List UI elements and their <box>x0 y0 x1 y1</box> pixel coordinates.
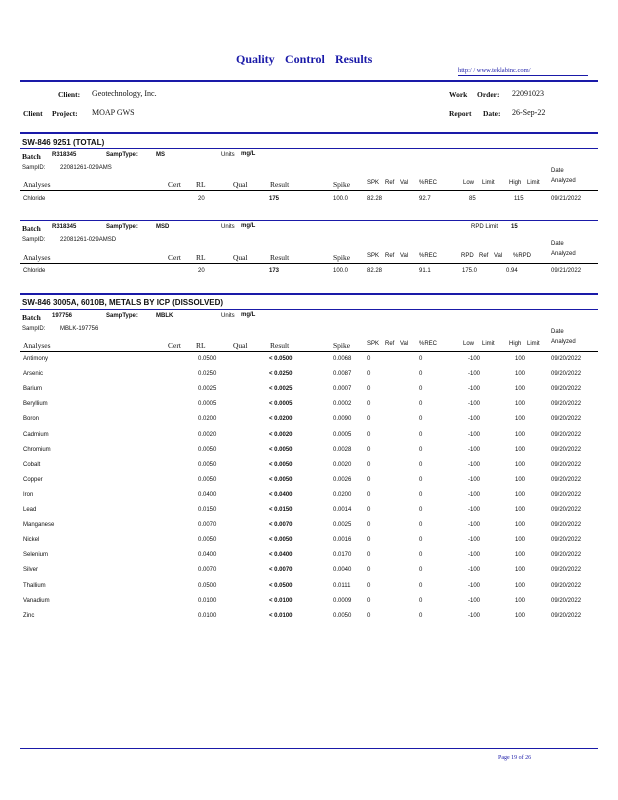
col-spk: SPK <box>367 253 380 259</box>
high-limit-value: 100 <box>515 446 526 453</box>
result-value: < 0.0100 <box>269 597 293 604</box>
spk-ref-value: 0 <box>367 401 371 408</box>
analyte-name: Vanadium <box>23 597 50 604</box>
spk-ref-value: 0 <box>367 491 371 498</box>
col-result: Result <box>270 180 290 189</box>
rec-value: 0 <box>419 356 423 362</box>
result-value: < 0.0500 <box>269 356 293 362</box>
samp-type-value: MBLK <box>156 313 174 319</box>
client-label: Client: <box>58 90 81 99</box>
low-limit-value: -100 <box>468 446 481 453</box>
rl-value: 0.0400 <box>198 552 217 559</box>
spk-ref-value: 0 <box>367 446 371 453</box>
spike-value: 0.0009 <box>333 597 352 604</box>
section1-top-rule <box>20 132 598 134</box>
col-rpd-val: Val <box>494 253 503 259</box>
analyte-name: Cadmium <box>23 431 49 438</box>
rec-value: 0 <box>419 416 423 423</box>
batch-label: Batch <box>22 313 41 322</box>
spk-ref-value: 0 <box>367 537 371 544</box>
rpd-limit-value: 15 <box>511 224 518 230</box>
rl-value: 0.0020 <box>198 431 217 438</box>
result-value: 175 <box>269 196 280 202</box>
result-value: < 0.0400 <box>269 491 293 498</box>
date-analyzed-value: 09/20/2022 <box>551 582 582 589</box>
title-control: Control <box>285 52 325 66</box>
spk-ref-value: 0 <box>367 431 371 438</box>
date-analyzed-value: 09/21/2022 <box>551 268 582 274</box>
rec-value: 0 <box>419 552 423 559</box>
high-limit-value: 100 <box>515 597 526 604</box>
batch-label: Batch <box>22 224 41 233</box>
spike-value: 100.0 <box>333 196 349 202</box>
spike-value: 0.0026 <box>333 476 352 483</box>
spike-value: 0.0016 <box>333 537 352 544</box>
title-quality: Quality <box>236 52 275 66</box>
date-analyzed-value: 09/20/2022 <box>551 612 582 619</box>
col-cert: Cert <box>168 180 181 189</box>
units-value: mg/L <box>241 312 256 318</box>
rec-value: 0 <box>419 612 423 619</box>
analyte-name: Chloride <box>23 268 46 274</box>
header-top-rule <box>20 80 598 82</box>
date-analyzed-value: 09/21/2022 <box>551 196 582 202</box>
spike-value: 0.0170 <box>333 552 352 559</box>
rl-value: 0.0025 <box>198 386 217 393</box>
date-analyzed-value: 09/20/2022 <box>551 401 582 408</box>
high-limit-value: 100 <box>515 491 526 498</box>
title-results: Results <box>335 52 373 66</box>
batch-value: R318345 <box>52 152 77 158</box>
column-rule <box>20 190 598 191</box>
analyte-name: Zinc <box>23 612 35 619</box>
date-analyzed-value: 09/20/2022 <box>551 476 582 483</box>
low-limit-value: -100 <box>468 356 481 362</box>
low-limit-value: -100 <box>468 416 481 423</box>
date-analyzed-value: 09/20/2022 <box>551 537 582 544</box>
high-limit-value: 100 <box>515 537 526 544</box>
low-limit-value: -100 <box>468 552 481 559</box>
samp-type-value: MS <box>156 152 165 158</box>
section2-top-rule <box>20 293 598 295</box>
result-value: < 0.0020 <box>269 431 293 438</box>
section1-title-rule <box>20 148 598 149</box>
col-rec: %REC <box>419 341 438 347</box>
col-date: Date <box>551 241 564 247</box>
rl-value: 20 <box>198 268 205 274</box>
analyte-name: Selenium <box>23 552 49 559</box>
spike-value: 0.0087 <box>333 371 352 378</box>
high-limit-value: 100 <box>515 612 526 619</box>
result-value: 173 <box>269 268 280 274</box>
spike-value: 100.0 <box>333 268 349 274</box>
project-value: MOAP GWS <box>92 108 135 117</box>
low-limit-value: -100 <box>468 567 481 574</box>
rec-value: 0 <box>419 567 423 574</box>
spk-ref-value: 0 <box>367 597 371 604</box>
high-limit-value: 100 <box>515 431 526 438</box>
date-analyzed-value: 09/20/2022 <box>551 461 582 468</box>
batch-value: 197756 <box>52 313 73 319</box>
col-date: Date <box>551 329 564 335</box>
rl-value: 0.0400 <box>198 491 217 498</box>
rl-value: 0.0250 <box>198 371 217 378</box>
low-limit-value: -100 <box>468 401 481 408</box>
col-result: Result <box>270 253 290 262</box>
date-analyzed-value: 09/20/2022 <box>551 522 582 529</box>
samp-type-label: SampType: <box>106 313 138 319</box>
col-rec: %REC <box>419 180 438 186</box>
col-analyses: Analyses <box>23 341 51 350</box>
result-value: < 0.0050 <box>269 461 293 468</box>
spike-value: 0.0040 <box>333 567 352 574</box>
result-value: < 0.0050 <box>269 537 293 544</box>
samp-type-value: MSD <box>156 224 170 230</box>
spike-value: 0.0007 <box>333 386 352 393</box>
rl-value: 0.0070 <box>198 567 217 574</box>
high-limit-value: 100 <box>515 476 526 483</box>
date-analyzed-value: 09/20/2022 <box>551 567 582 574</box>
units-label: Units <box>221 224 235 230</box>
rec-value: 91.1 <box>419 268 431 274</box>
col-analyzed: Analyzed <box>551 251 576 257</box>
batch-label: Batch <box>22 152 41 161</box>
spike-value: 0.0002 <box>333 401 352 408</box>
section2-title-rule <box>20 309 598 310</box>
col-rpd: RPD <box>461 253 474 259</box>
result-value: < 0.0200 <box>269 416 293 423</box>
high-limit-value: 115 <box>514 196 524 202</box>
rl-value: 0.0100 <box>198 612 217 619</box>
result-value: < 0.0500 <box>269 582 293 589</box>
result-value: < 0.0050 <box>269 446 293 453</box>
col-rec: %REC <box>419 253 438 259</box>
low-limit-value: -100 <box>468 491 481 498</box>
col-ref: Ref <box>385 253 395 259</box>
col-ref: Ref <box>385 180 395 186</box>
rec-value: 0 <box>419 446 423 453</box>
date-analyzed-value: 09/20/2022 <box>551 552 582 559</box>
low-limit-value: 85 <box>469 196 476 202</box>
samp-id-value: 22081261-029AMS <box>60 165 112 171</box>
rpd-pct-value: 0.94 <box>506 268 518 274</box>
samp-type-label: SampType: <box>106 224 138 230</box>
col-cert: Cert <box>168 253 181 262</box>
low-limit-value: -100 <box>468 476 481 483</box>
col-low-limit: Limit <box>482 180 495 186</box>
client-value: Geotechnology, Inc. <box>92 89 157 98</box>
col-rl: RL <box>196 341 206 350</box>
date-analyzed-value: 09/20/2022 <box>551 356 582 362</box>
low-limit-value: -100 <box>468 612 481 619</box>
low-limit-value: -100 <box>468 537 481 544</box>
analyte-name: Silver <box>23 567 39 574</box>
result-value: < 0.0250 <box>269 371 293 378</box>
samp-id-value: 22081261-029AMSD <box>60 237 117 243</box>
report-date-label-b: Date: <box>483 109 501 118</box>
date-analyzed-value: 09/20/2022 <box>551 386 582 393</box>
spk-ref-value: 0 <box>367 507 371 513</box>
spk-ref-value: 0 <box>367 582 371 589</box>
high-limit-value: 100 <box>515 416 526 423</box>
spike-value: 0.0111 <box>333 582 351 589</box>
rec-value: 0 <box>419 597 423 604</box>
rl-value: 0.0050 <box>198 446 217 453</box>
samp-id-value: MBLK-197756 <box>60 326 99 332</box>
analyte-name: Chloride <box>23 196 46 202</box>
rec-value: 0 <box>419 491 423 498</box>
col-rpd-pct: %RPD <box>513 253 532 259</box>
rec-value: 0 <box>419 401 423 408</box>
col-spike: Spike <box>333 253 351 262</box>
high-limit-value: 100 <box>515 507 526 513</box>
column-rule <box>20 263 598 264</box>
high-limit-value: 100 <box>515 582 526 589</box>
rl-value: 0.0050 <box>198 476 217 483</box>
lab-url-link[interactable]: http:/ / www.teklabinc.com/ <box>458 67 531 74</box>
analyte-name: Boron <box>23 416 40 423</box>
spike-value: 0.0068 <box>333 356 352 362</box>
report-date-value: 26-Sep-22 <box>512 108 546 117</box>
col-spike: Spike <box>333 341 351 350</box>
date-analyzed-value: 09/20/2022 <box>551 416 582 423</box>
col-high: High <box>509 180 522 186</box>
analyte-name: Cobalt <box>23 461 41 468</box>
rl-value: 0.0070 <box>198 522 217 529</box>
col-high-limit: Limit <box>527 180 540 186</box>
spike-value: 0.0025 <box>333 522 352 529</box>
samp-id-label: SampID: <box>22 237 46 243</box>
column-rule <box>20 351 598 352</box>
samp-id-label: SampID: <box>22 165 46 171</box>
low-limit-value: -100 <box>468 386 481 393</box>
high-limit-value: 100 <box>515 371 526 378</box>
col-analyses: Analyses <box>23 253 51 262</box>
spk-ref-value: 82.28 <box>367 268 383 274</box>
spike-value: 0.0050 <box>333 612 352 619</box>
analyte-name: Nickel <box>23 537 40 544</box>
col-qual: Qual <box>233 180 248 189</box>
units-value: mg/L <box>241 223 256 229</box>
rl-value: 0.0150 <box>198 507 217 513</box>
rl-value: 0.0500 <box>198 356 217 362</box>
result-value: < 0.0150 <box>269 507 293 513</box>
work-order-label-a: Work <box>449 90 468 99</box>
spk-ref-value: 0 <box>367 567 371 574</box>
rl-value: 0.0050 <box>198 461 217 468</box>
high-limit-value: 100 <box>515 567 526 574</box>
spk-ref-value: 0 <box>367 476 371 483</box>
spike-value: 0.0014 <box>333 507 352 513</box>
section2-title: SW-846 3005A, 6010B, METALS BY ICP (DISSOLVED) <box>22 298 224 307</box>
analyte-name: Chromium <box>23 446 51 453</box>
rl-value: 0.0050 <box>198 537 217 544</box>
col-ref: Ref <box>385 341 395 347</box>
col-rl: RL <box>196 253 206 262</box>
result-value: < 0.0005 <box>269 401 293 408</box>
result-value: < 0.0400 <box>269 552 293 559</box>
col-spk: SPK <box>367 180 380 186</box>
rec-value: 0 <box>419 461 423 468</box>
rec-value: 0 <box>419 582 423 589</box>
col-rl: RL <box>196 180 206 189</box>
high-limit-value: 100 <box>515 356 526 362</box>
low-limit-value: -100 <box>468 431 481 438</box>
col-analyzed: Analyzed <box>551 178 576 184</box>
rl-value: 0.0100 <box>198 597 217 604</box>
rl-value: 0.0200 <box>198 416 217 423</box>
batch-value: R318345 <box>52 224 77 230</box>
col-analyses: Analyses <box>23 180 51 189</box>
spike-value: 0.0028 <box>333 446 352 453</box>
col-cert: Cert <box>168 341 181 350</box>
client-project-label-b: Project: <box>52 109 78 118</box>
result-value: < 0.0070 <box>269 567 293 574</box>
col-low: Low <box>463 180 475 186</box>
low-limit-value: -100 <box>468 597 481 604</box>
high-limit-value: 100 <box>515 461 526 468</box>
low-limit-value: -100 <box>468 522 481 529</box>
col-val: Val <box>400 180 409 186</box>
col-date: Date <box>551 168 564 174</box>
rl-value: 20 <box>198 196 205 202</box>
col-val: Val <box>400 253 409 259</box>
samp-type-label: SampType: <box>106 152 138 158</box>
analyte-name: Arsenic <box>23 371 44 378</box>
units-value: mg/L <box>241 151 256 157</box>
spk-ref-value: 0 <box>367 461 371 468</box>
work-order-value: 22091023 <box>512 89 544 98</box>
analyte-name: Antimony <box>23 356 49 362</box>
spk-ref-value: 82.28 <box>367 196 383 202</box>
col-spk: SPK <box>367 341 380 347</box>
url-underline <box>458 75 588 76</box>
col-qual: Qual <box>233 253 248 262</box>
units-label: Units <box>221 313 235 319</box>
rec-value: 0 <box>419 537 423 544</box>
rec-value: 0 <box>419 522 423 529</box>
col-analyzed: Analyzed <box>551 339 576 345</box>
date-analyzed-value: 09/20/2022 <box>551 371 582 378</box>
client-project-label-a: Client <box>23 109 43 118</box>
spk-ref-value: 0 <box>367 612 371 619</box>
samp-id-label: SampID: <box>22 326 46 332</box>
spk-ref-value: 0 <box>367 416 371 423</box>
high-limit-value: 100 <box>515 401 526 408</box>
spk-ref-value: 0 <box>367 522 371 529</box>
spk-ref-value: 0 <box>367 356 371 362</box>
work-order-label-b: Order: <box>477 90 500 99</box>
result-value: < 0.0025 <box>269 386 293 393</box>
page-number: Page 19 of 26 <box>498 755 532 761</box>
rec-value: 0 <box>419 431 423 438</box>
rec-value: 0 <box>419 386 423 393</box>
section1-title: SW-846 9251 (TOTAL) <box>22 138 105 147</box>
units-label: Units <box>221 152 235 158</box>
rpd-ref-value: 175.0 <box>462 268 478 274</box>
spk-ref-value: 0 <box>367 371 371 378</box>
analyte-name: Manganese <box>23 522 55 529</box>
rl-value: 0.0500 <box>198 582 217 589</box>
col-result: Result <box>270 341 290 350</box>
col-high-limit: Limit <box>527 341 540 347</box>
low-limit-value: -100 <box>468 461 481 468</box>
low-limit-value: -100 <box>468 371 481 378</box>
spike-value: 0.0090 <box>333 416 352 423</box>
rpd-limit-label: RPD Limit <box>471 224 499 230</box>
report-date-label-a: Report <box>449 109 472 118</box>
footer-rule <box>20 748 598 749</box>
analyte-name: Copper <box>23 476 43 483</box>
result-value: < 0.0050 <box>269 476 293 483</box>
col-rpd-ref: Ref <box>479 253 489 259</box>
analyte-name: Beryllium <box>23 401 48 408</box>
spk-ref-value: 0 <box>367 552 371 559</box>
analyte-name: Lead <box>23 507 37 513</box>
date-analyzed-value: 09/20/2022 <box>551 446 582 453</box>
col-spike: Spike <box>333 180 351 189</box>
col-low: Low <box>463 341 475 347</box>
spike-value: 0.0020 <box>333 461 352 468</box>
spike-value: 0.0005 <box>333 431 352 438</box>
low-limit-value: -100 <box>468 582 481 589</box>
col-low-limit: Limit <box>482 341 495 347</box>
rec-value: 92.7 <box>419 196 431 202</box>
high-limit-value: 100 <box>515 386 526 393</box>
high-limit-value: 100 <box>515 522 526 529</box>
date-analyzed-value: 09/20/2022 <box>551 491 582 498</box>
high-limit-value: 100 <box>515 552 526 559</box>
spk-ref-value: 0 <box>367 386 371 393</box>
col-high: High <box>509 341 522 347</box>
date-analyzed-value: 09/20/2022 <box>551 597 582 604</box>
rec-value: 0 <box>419 476 423 483</box>
analyte-name: Iron <box>23 491 34 498</box>
result-value: < 0.0070 <box>269 522 293 529</box>
rec-value: 0 <box>419 507 423 513</box>
analyte-name: Thallium <box>23 582 46 589</box>
rl-value: 0.0005 <box>198 401 217 408</box>
spike-value: 0.0200 <box>333 491 352 498</box>
date-analyzed-value: 09/20/2022 <box>551 507 582 513</box>
col-val: Val <box>400 341 409 347</box>
batch2-top-rule <box>20 220 598 221</box>
col-qual: Qual <box>233 341 248 350</box>
rec-value: 0 <box>419 371 423 378</box>
date-analyzed-value: 09/20/2022 <box>551 431 582 438</box>
result-value: < 0.0100 <box>269 612 293 619</box>
low-limit-value: -100 <box>468 507 481 513</box>
analyte-name: Barium <box>23 386 43 393</box>
